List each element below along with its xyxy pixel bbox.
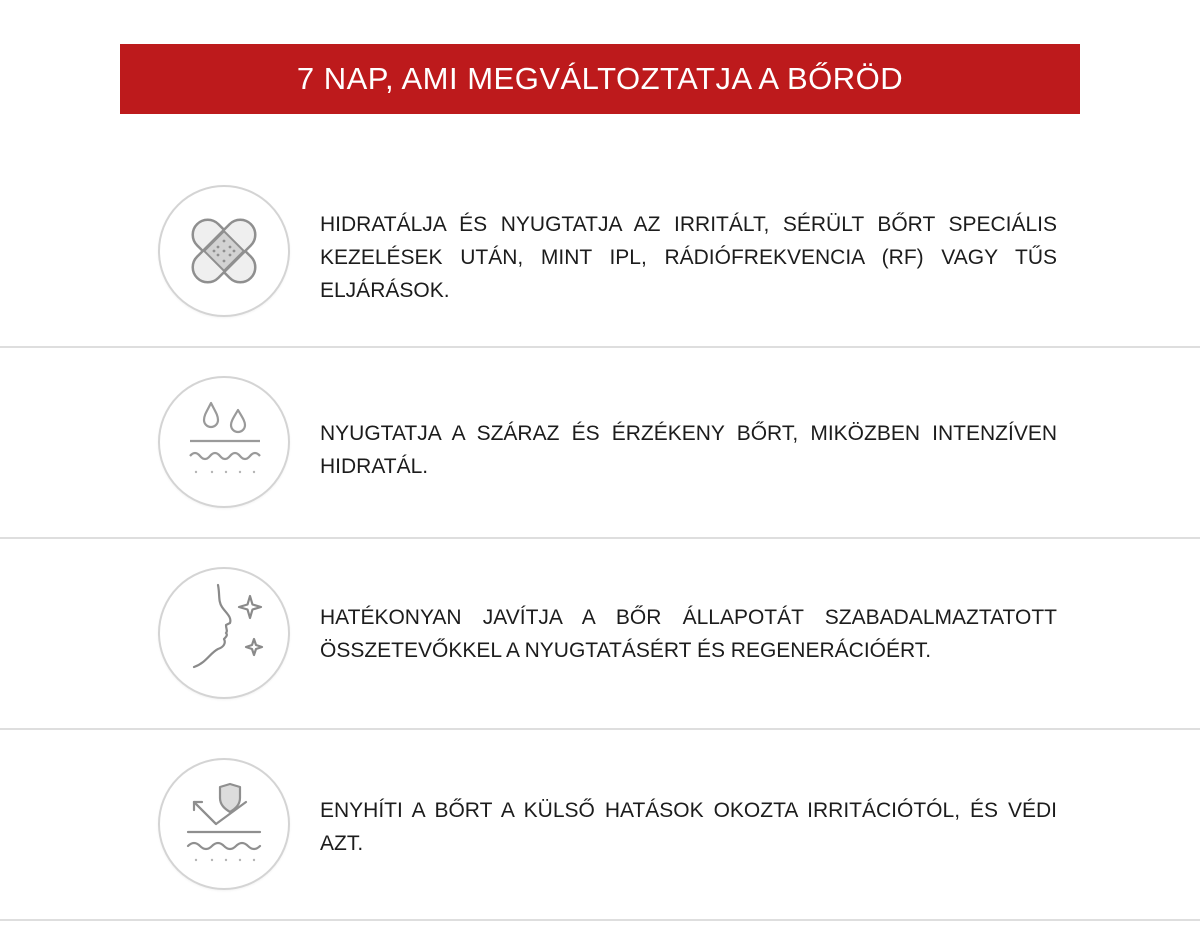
- benefit-row: [0, 157, 1200, 347]
- benefit-row: [0, 348, 1200, 538]
- bandage-icon: [158, 185, 290, 317]
- benefit-text: HIDRATÁLJA ÉS NYUGTATJA AZ IRRITÁLT, SÉRÜLT BŐRT SPECIÁLIS KEZELÉSEK UTÁN, MINT IPL, RÁDIÓFREKVENCIA (RF) VAGY TŰS ELJÁRÁSOK.: [320, 213, 1057, 302]
- face-sparkle-icon: [158, 567, 290, 699]
- page-title: 7 NAP, AMI MEGVÁLTOZTATJA A BŐRÖD: [296, 61, 904, 96]
- header-banner: [120, 44, 1080, 114]
- benefit-row: [0, 730, 1200, 920]
- benefit-row: [0, 539, 1200, 729]
- water-drops-skin-icon: [158, 376, 290, 508]
- shield-skin-protection-icon: [158, 758, 290, 890]
- benefit-text: ENYHÍTI A BŐRT A KÜLSŐ HATÁSOK OKOZTA IRRITÁCIÓTÓL, ÉS VÉDI AZT.: [320, 799, 1057, 855]
- benefit-text: HATÉKONYAN JAVÍTJA A BŐR ÁLLAPOTÁT SZABADALMAZTATOTT ÖSSZETEVŐKKEL A NYUGTATÁSÉRT ÉS REGENERÁCIÓÉRT.: [320, 606, 1057, 662]
- divider: [0, 919, 1200, 921]
- benefit-text: NYUGTATJA A SZÁRAZ ÉS ÉRZÉKENY BŐRT, MIKÖZBEN INTENZÍVEN HIDRATÁL.: [320, 422, 1057, 478]
